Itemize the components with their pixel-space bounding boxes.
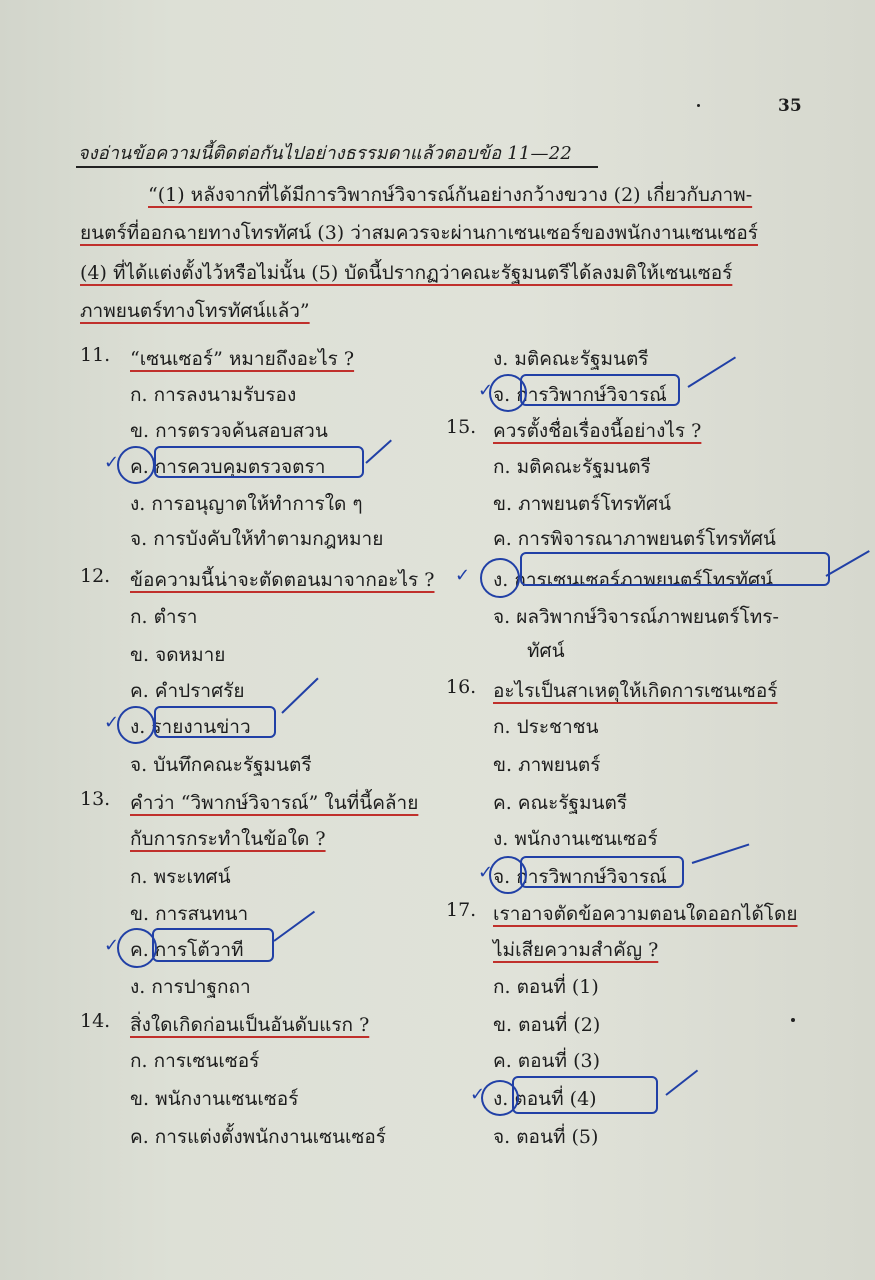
answer-box bbox=[520, 552, 830, 586]
q11-option-a: ก. การลงนามรับรอง bbox=[130, 384, 297, 406]
q11-option-e: จ. การบังคับให้ทำตามกฎหมาย bbox=[130, 528, 384, 550]
q11-option-c: ค. การควบคุมตรวจตรา bbox=[130, 456, 326, 478]
q11-text: “เซนเซอร์” หมายถึงอะไร ? bbox=[130, 348, 355, 370]
q11-option-b: ข. การตรวจค้นสอบสวน bbox=[130, 420, 328, 442]
paper-speck bbox=[697, 104, 700, 107]
paper-speck bbox=[791, 1018, 795, 1022]
pen-stroke bbox=[365, 440, 392, 464]
q16-option-d: ง. พนักงานเซนเซอร์ bbox=[493, 828, 658, 850]
answer-circle bbox=[117, 706, 155, 744]
q17-option-e: จ. ตอนที่ (5) bbox=[493, 1126, 599, 1148]
q15-option-a: ก. มติคณะรัฐมนตรี bbox=[493, 456, 651, 478]
q14-number: 14. bbox=[80, 1010, 111, 1032]
q12-option-c: ค. คำปราศรัย bbox=[130, 680, 245, 702]
q16-text: อะไรเป็นสาเหตุให้เกิดการเซนเซอร์ bbox=[493, 680, 778, 702]
q13-option-b: ข. การสนทนา bbox=[130, 903, 249, 925]
check-mark-icon: ✓ bbox=[104, 712, 120, 733]
q17-number: 17. bbox=[446, 899, 477, 921]
q15-option-d: ง. การเซนเซอร์ภาพยนตร์โทรทัศน์ bbox=[493, 569, 774, 591]
check-mark-icon: ✓ bbox=[104, 452, 120, 473]
check-mark-icon: ✓ bbox=[470, 1084, 486, 1105]
answer-box bbox=[520, 856, 684, 888]
check-mark-icon: ✓ bbox=[455, 565, 471, 586]
q12-option-d: ง. รายงานข่าว bbox=[130, 716, 251, 738]
q13-option-a: ก. พระเทศน์ bbox=[130, 866, 231, 888]
answer-box bbox=[154, 446, 364, 478]
q12-option-a: ก. ตำรา bbox=[130, 606, 198, 628]
passage-line-4: ภาพยนตร์ทางโทรทัศน์แล้ว” bbox=[80, 300, 310, 322]
q16-option-c: ค. คณะรัฐมนตรี bbox=[493, 792, 628, 814]
q16-option-a: ก. ประชาชน bbox=[493, 716, 599, 738]
q15-text: ควรตั้งชื่อเรื่องนี้อย่างไร ? bbox=[493, 420, 702, 442]
q15-option-e-cont: ทัศน์ bbox=[527, 640, 565, 662]
check-mark-icon: ✓ bbox=[478, 380, 494, 401]
pen-stroke bbox=[826, 550, 870, 577]
answer-box bbox=[154, 706, 276, 738]
instruction-underline bbox=[76, 166, 598, 168]
instruction-heading: จงอ่านข้อความนี้ติดต่อกันไปอย่างธรรมดาแล้วตอบข้อ 11—22 bbox=[78, 143, 573, 164]
q12-option-e: จ. บันทึกคณะรัฐมนตรี bbox=[130, 754, 312, 776]
pen-stroke bbox=[273, 911, 315, 942]
q15-number: 15. bbox=[446, 416, 477, 438]
q14-option-a: ก. การเซนเซอร์ bbox=[130, 1050, 260, 1072]
q17-text-1: เราอาจตัดข้อความตอนใดออกได้โดย bbox=[493, 903, 798, 925]
q16-option-e: จ. การวิพากษ์วิจารณ์ bbox=[493, 866, 667, 888]
answer-box bbox=[520, 374, 680, 406]
check-mark-icon: ✓ bbox=[478, 862, 494, 883]
passage-line-3: (4) ที่ได้แต่งตั้งไว้หรือไม่นั้น (5) บัดนี้ปรากฏว่าคณะรัฐมนตรีได้ลงมติให้เซนเซอร์ bbox=[80, 262, 733, 284]
q12-number: 12. bbox=[80, 565, 111, 587]
pen-stroke bbox=[692, 844, 750, 864]
q14-text: สิ่งใดเกิดก่อนเป็นอันดับแรก ? bbox=[130, 1014, 370, 1036]
q16-number: 16. bbox=[446, 676, 477, 698]
q16-option-b: ข. ภาพยนตร์ bbox=[493, 754, 601, 776]
check-mark-icon: ✓ bbox=[104, 935, 120, 956]
q11-number: 11. bbox=[80, 344, 111, 366]
passage-line-2: ยนตร์ที่ออกฉายทางโทรทัศน์ (3) ว่าสมควรจะผ่านกาเซนเซอร์ของพนักงานเซนเซอร์ bbox=[80, 222, 758, 244]
q15-option-c: ค. การพิจารณาภาพยนตร์โทรทัศน์ bbox=[493, 528, 776, 550]
q14-option-b: ข. พนักงานเซนเซอร์ bbox=[130, 1088, 299, 1110]
page-number: 35 bbox=[778, 96, 802, 116]
q14-option-d: ง. มติคณะรัฐมนตรี bbox=[493, 348, 649, 370]
q13-option-c: ค. การโต้วาที bbox=[130, 939, 244, 961]
q17-option-c: ค. ตอนที่ (3) bbox=[493, 1050, 601, 1072]
pen-stroke bbox=[665, 1070, 698, 1096]
answer-circle bbox=[117, 446, 155, 484]
q14-option-e: จ. การวิพากษ์วิจารณ์ bbox=[493, 384, 667, 406]
q13-option-d: ง. การปาฐกถา bbox=[130, 976, 251, 998]
q11-option-d: ง. การอนุญาตให้ทำการใด ๆ bbox=[130, 493, 363, 515]
q17-text-2: ไม่เสียความสำคัญ ? bbox=[493, 939, 659, 961]
q12-option-b: ข. จดหมาย bbox=[130, 644, 226, 666]
pen-stroke bbox=[687, 356, 736, 387]
passage-line-1: “(1) หลังจากที่ได้มีการวิพากษ์วิจารณ์กันอย่างกว้างขวาง (2) เกี่ยวกับภาพ- bbox=[148, 184, 753, 206]
q12-text: ข้อความนี้น่าจะตัดตอนมาจากอะไร ? bbox=[130, 569, 435, 591]
q15-option-e: จ. ผลวิพากษ์วิจารณ์ภาพยนตร์โทร- bbox=[493, 606, 779, 628]
q13-text-2: กับการกระทำในข้อใด ? bbox=[130, 828, 326, 850]
pen-stroke bbox=[281, 678, 318, 714]
q17-option-a: ก. ตอนที่ (1) bbox=[493, 976, 599, 998]
q13-text-1: คำว่า “วิพากษ์วิจารณ์” ในที่นี้คล้าย bbox=[130, 792, 419, 814]
answer-circle bbox=[117, 928, 157, 968]
q17-option-d: ง. ตอนที่ (4) bbox=[493, 1088, 597, 1110]
answer-circle bbox=[480, 558, 520, 598]
q14-option-c: ค. การแต่งตั้งพนักงานเซนเซอร์ bbox=[130, 1126, 386, 1148]
q13-number: 13. bbox=[80, 788, 111, 810]
q17-option-b: ข. ตอนที่ (2) bbox=[493, 1014, 601, 1036]
answer-box bbox=[512, 1076, 658, 1114]
answer-box bbox=[152, 928, 274, 962]
q15-option-b: ข. ภาพยนตร์โทรทัศน์ bbox=[493, 493, 671, 515]
